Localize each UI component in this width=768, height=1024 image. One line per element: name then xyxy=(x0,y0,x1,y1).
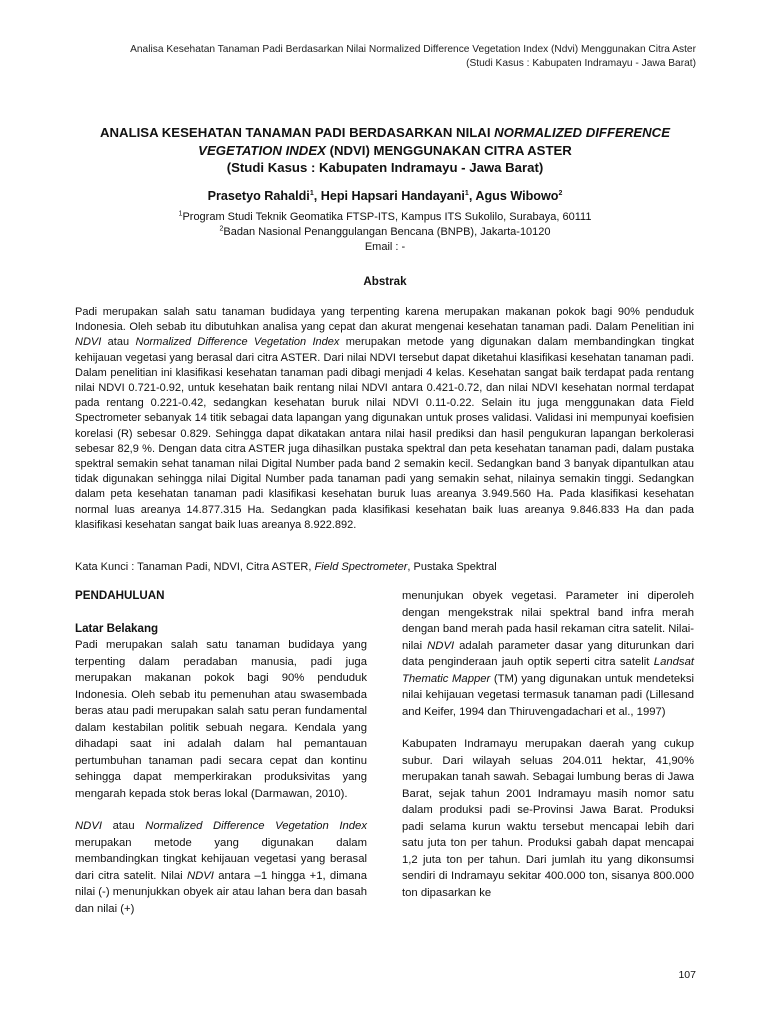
keywords-suffix: , Pustaka Spektral xyxy=(407,561,497,573)
running-header xyxy=(130,43,696,71)
affiliation-2-sup: 2 xyxy=(219,225,224,233)
left-p2-text-3: antara –1 hingga +1, dimana nilai (-) menunjukkan obyek air atau lahan bera dan basah dan nilai (+) xyxy=(75,869,367,915)
left-p2-italic-1: NDVI xyxy=(75,820,102,832)
abstract-italic-2: Normalized Difference Vegetation Index xyxy=(135,336,340,349)
title-line1-normal: ANALISA KESEHATAN TANAMAN PADI BERDASARKAN NILAI xyxy=(100,125,495,140)
left-p2-text-1: atau xyxy=(102,820,146,832)
right-p1-italic-1: NDVI xyxy=(427,639,455,652)
spacer xyxy=(75,605,367,621)
right-paragraph-1 xyxy=(402,588,694,720)
spacer xyxy=(75,802,367,818)
running-header-line1: Analisa Kesehatan Tanaman Padi Berdasarkan Nilai Normalized Difference Vegetation Index (Ndvi) Menggunakan Citra Aster xyxy=(130,44,696,55)
right-p1-text-2: adalah parameter dasar yang diturunkan dari data penginderaan jauh optik seperti citra satelit xyxy=(402,639,695,668)
abstract-italic-1: NDVI xyxy=(75,336,102,349)
author-3-sup: 2 xyxy=(558,189,563,197)
affiliations xyxy=(60,210,710,255)
author-2-sep: , xyxy=(468,189,476,203)
right-p1-italic-2: Landsat Thematic Mapper xyxy=(402,656,694,685)
author-2-sup: 1 xyxy=(464,189,469,197)
right-p1-text-3: (TM) yang digunakan untuk mendeteksi nilai kehijauan vegetasi termasuk tanaman padi (Lillesand and Keifer, 1994 dan Thiruvengadachari et al., 1997) xyxy=(402,672,694,718)
left-p2-italic-2: Normalized Difference Vegetation Index xyxy=(145,820,367,832)
left-p2-text-2: merupakan metode yang digunakan dalam membandingkan tingkat kehijauan vegetasi yang berasal dari citra satelit. Nilai xyxy=(75,836,367,882)
subsection-heading-latar-belakang: Latar Belakang xyxy=(75,621,159,635)
left-column xyxy=(75,588,367,917)
title-line1-italic: NORMALIZED DIFFERENCE xyxy=(494,125,670,140)
abstract-heading: Abstrak xyxy=(363,275,407,288)
keywords-italic: Field Spectrometer xyxy=(314,561,408,573)
right-paragraph-2: Kabupaten Indramayu merupakan daerah yang cukup subur. Dari wilayah seluas 204.011 hektar, 41,90% merupakan tanah sawah. Sebagai lumbung beras di Jawa Barat, sejak tahun 2001 Indramayu masih nomor satu dalam produksi padi se-Provinsi Jawa Barat. Produksi padi selama kurun waktu tersebut mencapai lebih dari satu juta ton per tahun. Produksi gabah dapat mencapai 1,2 juta ton per tahun. Dari jumlah itu yang dikonsumsi sendiri di Indramayu sekitar 400.000 ton, sisanya 800.000 ton dipasarkan ke xyxy=(402,738,694,899)
running-header-line2: (Studi Kasus : Kabupaten Indramayu - Jawa Barat) xyxy=(466,58,696,69)
paper-title xyxy=(60,124,710,177)
spacer xyxy=(402,720,694,736)
left-paragraph-1: Padi merupakan salah satu tanaman budidaya yang terpenting dalam peradaban manusia, padi juga merupakan makanan pokok bagi 90% penduduk Indonesia. Oleh sebab itu pemenuhan atau swasembada beras atau padi merupakan salah satu peran fundamental dalam kestabilan politik sebuah negara. Kendala yang dihadapi saat ini adalah dalam hal pemantauan pertumbuhan tanaman padi secara cepat dan kontinu sehingga dapat memperkirakan produksivitas yang mengarah kepada stok beras lokal (Darmawan, 2010). xyxy=(75,639,367,800)
author-3 xyxy=(475,189,562,203)
affiliation-1-text: Program Studi Teknik Geomatika FTSP-ITS, Kampus ITS Sukolilo, Surabaya, 60111 xyxy=(182,211,592,223)
right-column xyxy=(402,588,694,901)
title-line2-italic: VEGETATION INDEX xyxy=(198,142,326,158)
author-1-sep: , xyxy=(313,189,321,203)
author-3-name: Agus Wibowo xyxy=(475,189,559,203)
author-1-sup: 1 xyxy=(309,189,314,197)
author-2 xyxy=(321,189,476,203)
author-1 xyxy=(208,189,321,203)
page-number: 107 xyxy=(678,969,696,981)
keywords-prefix: Kata Kunci : Tanaman Padi, NDVI, Citra ASTER, xyxy=(75,561,315,573)
section-heading-pendahuluan: PENDAHULUAN xyxy=(75,589,165,602)
abstract-text-1: Padi merupakan salah satu tanaman budidaya yang terpenting karena merupakan makanan pokok bagi 90% penduduk Indonesia. Oleh sebab itu dibutuhkan analisa yang cepat dan akurat mengenai kesehatan tanaman padi. Dalam Penelitian ini xyxy=(75,306,694,334)
title-line2 xyxy=(60,142,710,160)
left-paragraph-2 xyxy=(75,818,367,917)
affiliation-2-text: Badan Nasional Penanggulangan Bencana (BNPB), Jakarta-10120 xyxy=(223,226,551,238)
affiliation-2 xyxy=(60,225,710,240)
abstract-text-2: atau xyxy=(101,336,136,349)
title-line2-normal: (NDVI) MENGGUNAKAN CITRA ASTER xyxy=(325,142,572,158)
title-line3: (Studi Kasus : Kabupaten Indramayu - Jawa Barat) xyxy=(226,160,544,175)
email-line: Email : - xyxy=(364,241,406,253)
abstract-text-3: merupakan metode yang digunakan dalam membandingkan tingkat kehijauan vegetasi yang berasal dari citra ASTER. Dari nilai NDVI tersebut dapat diketahui klasifikasi kesehatan tanaman padi. Dalam penelitian ini klasifikasi kesehatan tanaman padi dibagi menjadi 4 kelas. Kesehatan sangat baik terdapat pada rentang nilai NDVI 0.721-0.92, untuk kesehatan baik rentang nilai NDVI antara 0.421-0.72, dan nilai NDVI kesehatan normal terdapat pada rentang 0.221-0.42, sedangkan kesehatan buruk nilai NDVI 0.11-0.22. Selain itu juga menggunakan data Field Spectrometer sebanyak 14 titik sebagai data lapangan yang digunakan untuk proses validasi. Validasi ini mempunyai koefisien korelasi (R) sebesar 0.829. Sehingga dapat dikatakan antara nilai hasil prediksi dan hasil pengukuran lapangan berkolerasi sebesar 82,9 %. Dengan data citra ASTER juga dihasilkan pustaka spektral dan peta kesehatan tanaman padi, dalam pustaka spektral semakin sehat tanaman nilai Digital Number pada band 2 semakin kecil. Sedangkan band 3 banyak dipantulkan atau tidak digunakan sehingga nilai Digital Number pada tanaman padi yang semakin sehat, nilainya semakin tinggi. Sedangkan dalam peta kesehatan tanaman padi klasifikasi kesehatan buruk luas areanya 3.949.560 Ha. Pada klasifikasi kesehatan normal luas areanya 14.877.315 Ha. Sedangkan pada klasifikasi kesehatan baik luas areanya 9.846.833 Ha dan pada klasifikasi kesehatan sangat baik luas areanya 8.922.892. xyxy=(75,336,695,531)
authors xyxy=(60,189,710,203)
author-2-name: Hepi Hapsari Handayani xyxy=(320,189,465,203)
right-p1-text-1: menunjukan obyek vegetasi. Parameter ini diperoleh dengan mengekstrak nilai spektral band infra merah dengan band merah pada hasil rekaman citra satelit. Nilai-nilai xyxy=(402,590,694,652)
keywords xyxy=(75,561,694,573)
abstract-body xyxy=(75,305,694,533)
author-1-name: Prasetyo Rahaldi xyxy=(207,189,310,203)
title-line1 xyxy=(60,124,710,142)
affiliation-1-sup: 1 xyxy=(178,210,183,218)
affiliation-1 xyxy=(60,210,710,225)
left-p2-italic-3: NDVI xyxy=(186,869,214,882)
